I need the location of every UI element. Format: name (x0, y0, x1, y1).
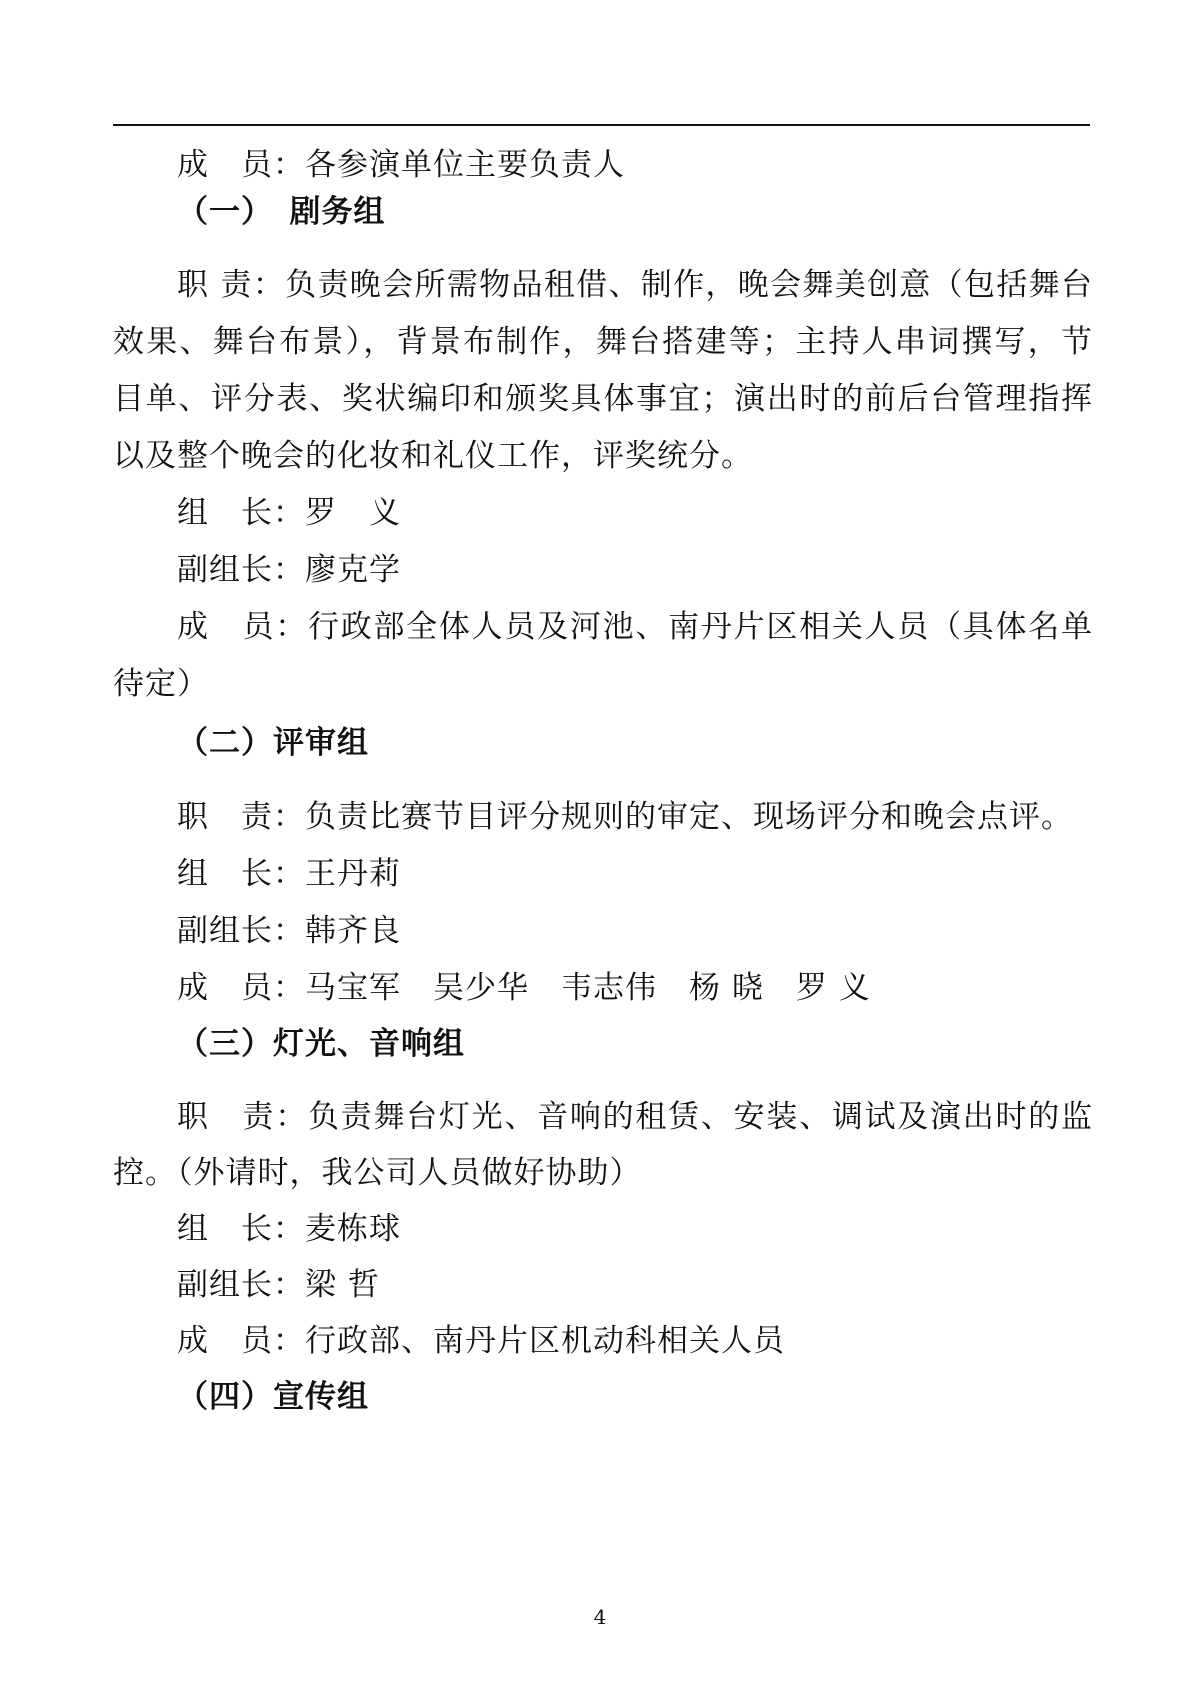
section-heading-1: （一） 剧务组 (177, 194, 386, 230)
duty-line: 职 责：负责比赛节目评分规则的审定、现场评分和晚会点评。 (177, 799, 1073, 835)
deputy-leader-line: 副组长：廖克学 (177, 552, 401, 588)
leader-line: 组 长：罗 义 (177, 495, 401, 531)
section-heading-3: （三）灯光、音响组 (177, 1026, 465, 1062)
deputy-leader-line: 副组长：梁 哲 (177, 1267, 380, 1303)
duty-paragraph-line: 控。（外请时，我公司人员做好协助） (113, 1155, 642, 1191)
duty-paragraph-line: 职 责：负责晚会所需物品租借、制作，晚会舞美创意（包括舞台 (177, 267, 1093, 303)
duty-paragraph-line: 目单、评分表、奖状编印和颁奖具体事宜；演出时的前后台管理指挥 (113, 381, 1093, 417)
section-heading-4: （四）宣传组 (177, 1379, 369, 1415)
duty-paragraph-line: 效果、舞台布景），背景布制作，舞台搭建等；主持人串词撰写，节 (113, 324, 1093, 360)
members-line: 成 员：马宝军 吴少华 韦志伟 杨 晓 罗 义 (177, 970, 871, 1006)
members-line: 成 员：行政部全体人员及河池、南丹片区相关人员（具体名单 (177, 609, 1093, 645)
duty-paragraph-line: 职 责：负责舞台灯光、音响的租赁、安装、调试及演出时的监 (177, 1099, 1093, 1135)
members-line: 待定） (113, 666, 209, 702)
deputy-leader-line: 副组长：韩齐良 (177, 913, 401, 949)
page-number: 4 (593, 1605, 607, 1629)
members-line: 成 员：行政部、南丹片区机动科相关人员 (177, 1323, 785, 1359)
members-line: 成 员：各参演单位主要负责人 (177, 147, 625, 183)
section-heading-2: （二）评审组 (177, 725, 369, 761)
leader-line: 组 长：王丹莉 (177, 856, 401, 892)
duty-paragraph-line: 以及整个晚会的化妆和礼仪工作，评奖统分。 (113, 438, 753, 474)
header-rule (113, 124, 1090, 126)
leader-line: 组 长：麦栋球 (177, 1211, 401, 1247)
